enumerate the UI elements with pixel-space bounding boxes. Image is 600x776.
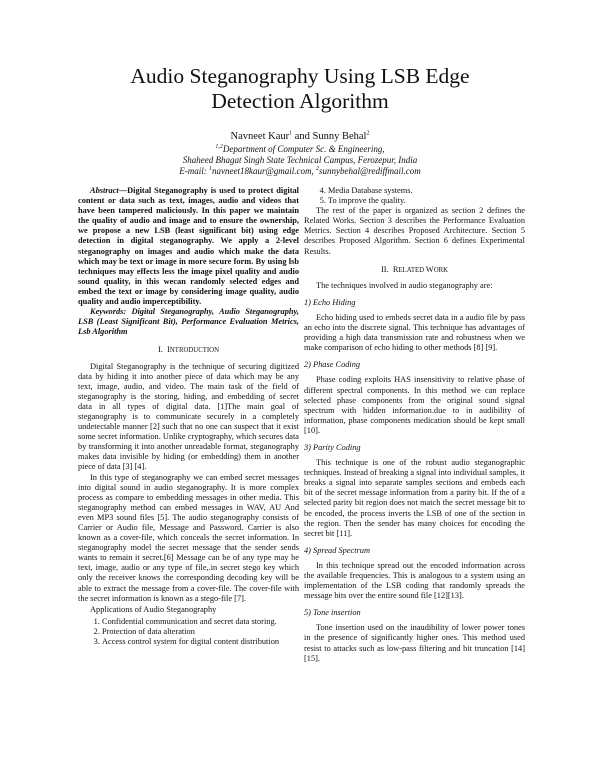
parity-coding-text: This technique is one of the robust audio steganographic techniques. Instead of breaking a signal into individual samples, it breaks a signal into separate samples sections and embeds each bit of the secret message information from a parity bit. If the of a selected parity bit region does not match the secret message bit to be encoded, the process inverts the LSB of one of the section in the region. Then the sender has many choices for encoding the secret bit [11]. xyxy=(304,458,525,538)
applications-intro: Applications of Audio Steganography xyxy=(90,604,217,614)
author-1-sup: 1 xyxy=(289,130,293,137)
email-line xyxy=(60,166,540,177)
affil-dept: Department of Computer Sc. & Engineering, xyxy=(222,144,385,154)
author-and: and Sunny Behal xyxy=(292,131,367,142)
intro-paragraph-2: In this type of steganography we can embed secret messages into digital sound in audio steganography. It is more complex process as compare to embedding messages in other media. This steganography method can embed messages in WAV, AU And even MP3 sound files [5]. The audio steganography consists of Carrier or Audio file, Message and Password. Carrier is also known as a cover-file, which conceals the secret information. In steganography model the secret message that the sender sends wants to remain it secret.[6] Message can be of any type may be text, image, audio or any type of file,.in secret stego key which only the receiver knows the corresponding decoding key will be able to extract the message from a cover-file. The cover-file with the secret information is known as a stego-file [7]. xyxy=(78,472,299,603)
intro-heading-rest: NTRODUCTION xyxy=(169,347,219,355)
left-column xyxy=(78,186,299,647)
email1-sup: 1 xyxy=(209,166,213,172)
intro-heading-num: I. xyxy=(158,345,163,355)
abstract-text: —Digital Steganography is used to protect digital content or data such as text, images, audio and videos that have been tampered maliciously. In this paper we maintain the quality of audio and image and to ensure the ownership, we propose a new LSB (least significant bit) using edge detection in digital steganography. We apply a 2-level steganography on images and audio which make the data which may be text or image in more secure form. By using lsb techniques may effects less the image pixel quality and audio sound quality, in this wecan randomly selected edges and embed the text or image by considering image quality, audio quality and audio imperceptibility. xyxy=(78,186,299,307)
section-heading-introduction xyxy=(78,345,299,356)
affil-sup: 1,2 xyxy=(215,144,223,150)
author-1: Navneet Kaur xyxy=(230,131,290,142)
echo-hiding-text: Echo hiding used to embeds secret data in a audio file by pass an echo into the discrete signal. This technique has advantages of providing a high data transmission rate and robustness when we make comparison of echo hiding to other methods [8] [9]. xyxy=(304,312,525,353)
list-item: 1. Confidential communication and secret data storing. xyxy=(102,617,299,627)
related-heading-num: II. xyxy=(380,264,389,274)
spread-spectrum-text: In this technique spread out the encoded information across the available frequencies. This is analogous to a system using an implementation of the LSB coding that randomly spreads the message bits over the entire sound file [12][13]. xyxy=(304,560,525,601)
paper-title xyxy=(60,64,540,114)
subsection-spread-spectrum: 4) Spread Spectrum xyxy=(304,545,370,555)
subsection-tone-insertion: 5) Tone insertion xyxy=(304,608,361,618)
related-heading-rest: ORK xyxy=(433,266,449,274)
email-2: sunnybehal@rediffmail.com xyxy=(319,166,421,176)
email-1: navneet18kaur@gmail.com, xyxy=(212,166,317,176)
affiliation xyxy=(60,144,540,177)
related-intro: The techniques involved in audio steganography are: xyxy=(316,280,493,290)
keywords: Keywords: Digital Steganography, Audio Steganography, LSB (Least Significant Bit), Performance Evaluation Metrics, Lsb Algorithm xyxy=(78,307,299,337)
list-item: 2. Protection of data alteration xyxy=(102,627,299,637)
author-line xyxy=(60,130,540,143)
paper-title-line-2: Detection Algorithm xyxy=(211,89,389,113)
related-heading-first: R xyxy=(392,264,399,274)
paper-title-line-1: Audio Steganography Using LSB Edge xyxy=(130,64,470,88)
affil-univ: Shaheed Bhagat Singh State Technical Campus, Ferozepur, India xyxy=(182,155,418,165)
list-item: 4. Media Database systems. xyxy=(328,186,525,196)
phase-coding-text: Phase coding exploits HAS insensitivity to relative phase of different spectral components. In this method we can replace selected phase components from the original sound signal spectrum with hidden information.due to in audibility of information, phase components medication should be kept small [10]. xyxy=(304,375,525,435)
email-prefix: E-mail: xyxy=(179,166,210,176)
intro-paragraph-1: Digital Steganography is the technique of securing digitized data by hiding it into another piece of data which may be any text, image, audio, and video. The main task of the field of steganography is the storing, hiding, and embedding of secret data in all types of digital data. [1]The main goal of steganography is to communicate securely in a completely undetectable manner [2] such that no one can suspect that it exist some secret information. Unlike cryptography, which secures data by transforming it into another unreadable format, steganography makes data invisible by hiding (or embedding) them in another piece of data [3] [4]. xyxy=(78,361,299,472)
list-item: 3. Access control system for digital content distribution xyxy=(102,637,299,647)
related-heading-second: W xyxy=(425,264,434,274)
tone-insertion-text: Tone insertion used on the inaudibility of lower power tones in the presence of significantly higher ones. This method used resist to attacks such as low-pass filtering and bit truncation [14][15]. xyxy=(304,623,525,663)
email2-sup: 2 xyxy=(316,166,320,172)
intro-paragraph-3: The rest of the paper is organized as section 2 defines the Related Works. Section 3 describes the Performance Evaluation Metrics. Section 4 describes Proposed Architecture. Section 5 describes Proposed Algorithm. Section 6 defines Experimental Results. xyxy=(304,206,525,256)
related-heading-mid: ELATED xyxy=(398,266,426,274)
intro-heading-first: I xyxy=(167,345,170,355)
subsection-phase-coding: 2) Phase Coding xyxy=(304,360,361,370)
abstract xyxy=(78,186,299,307)
subsection-echo-hiding: 1) Echo Hiding xyxy=(304,297,356,307)
section-heading-related-work xyxy=(304,265,525,276)
right-column xyxy=(304,186,525,664)
subsection-parity-coding: 3) Parity Coding xyxy=(304,442,361,452)
abstract-lead: Abstract xyxy=(90,186,119,195)
author-2-sup: 2 xyxy=(366,130,370,137)
applications-list xyxy=(78,617,299,647)
list-item: 5. To improve the quality. xyxy=(328,196,525,206)
applications-list-continued xyxy=(304,186,525,206)
